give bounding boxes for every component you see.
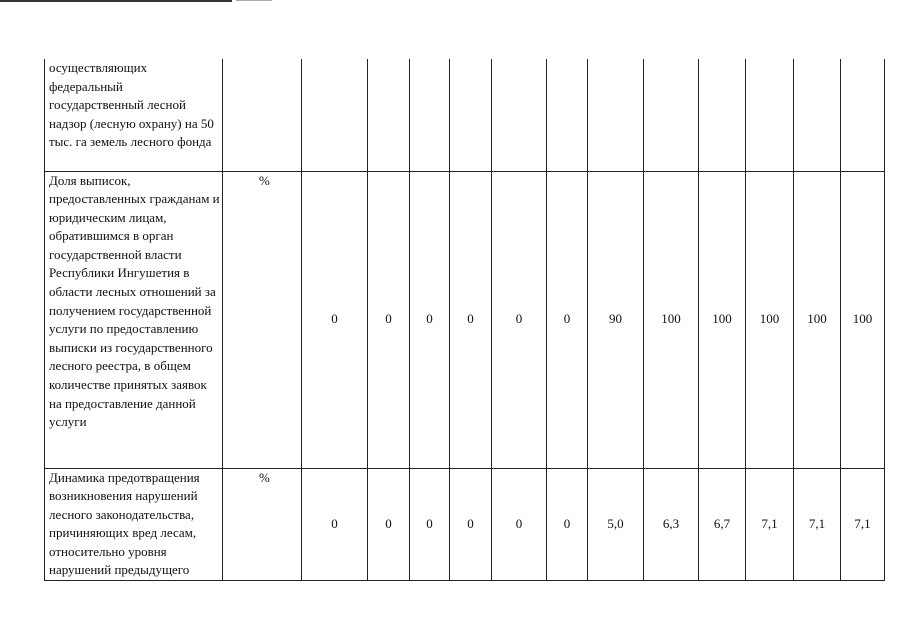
value-cell <box>699 59 746 171</box>
value-cell: 90 <box>588 171 644 468</box>
value-cell: 5,0 <box>588 468 644 581</box>
value-cell: 7,1 <box>746 468 794 581</box>
value-cell: 0 <box>547 171 588 468</box>
value-cell <box>746 59 794 171</box>
top-rule-faint <box>236 0 272 1</box>
value-cell <box>492 59 547 171</box>
value-cell: 0 <box>492 468 547 581</box>
value-cell: 0 <box>368 468 410 581</box>
value-cell: 100 <box>644 171 699 468</box>
value-cell: 100 <box>746 171 794 468</box>
value-cell: 0 <box>450 171 492 468</box>
value-cell <box>644 59 699 171</box>
table-row <box>45 468 885 581</box>
unit-cell <box>223 59 302 171</box>
value-cell <box>450 59 492 171</box>
value-cell: 7,1 <box>794 468 841 581</box>
value-cell: 6,3 <box>644 468 699 581</box>
table-row <box>45 171 885 468</box>
value-cell: 0 <box>492 171 547 468</box>
value-cell: 0 <box>302 171 368 468</box>
value-cell: 7,1 <box>841 468 885 581</box>
value-cell <box>841 59 885 171</box>
indicator-name-cell: осуществляющих федеральный государственный лесной надзор (лесную охрану) на 50 тыс. га земель лесного фонда <box>45 59 223 171</box>
value-cell <box>410 59 450 171</box>
value-cell <box>302 59 368 171</box>
indicator-name-cell: Доля выписок, предоставленных гражданам и юридическим лицам, обратившимся в орган государственной власти Республики Ингушетия в области лесных отношений за получением государственной услуги по предоставлению выписки из государственного лесного реестра, в общем количестве принятых заявок на предоставление данной услуги <box>45 171 223 468</box>
indicators-table <box>44 59 885 581</box>
unit-cell: % <box>223 171 302 468</box>
value-cell: 0 <box>302 468 368 581</box>
value-cell: 0 <box>410 171 450 468</box>
value-cell <box>794 59 841 171</box>
value-cell: 0 <box>368 171 410 468</box>
value-cell <box>368 59 410 171</box>
unit-cell: % <box>223 468 302 581</box>
value-cell: 0 <box>547 468 588 581</box>
value-cell: 100 <box>699 171 746 468</box>
value-cell <box>547 59 588 171</box>
value-cell: 6,7 <box>699 468 746 581</box>
table-row <box>45 59 885 171</box>
value-cell: 100 <box>794 171 841 468</box>
value-cell <box>588 59 644 171</box>
value-cell: 0 <box>450 468 492 581</box>
top-rule <box>0 0 232 2</box>
indicator-name-cell: Динамика предотвращения возникновения нарушений лесного законодательства, причиняющих вред лесам, относительно уровня нарушений предыдущего <box>45 468 223 581</box>
value-cell: 100 <box>841 171 885 468</box>
value-cell: 0 <box>410 468 450 581</box>
